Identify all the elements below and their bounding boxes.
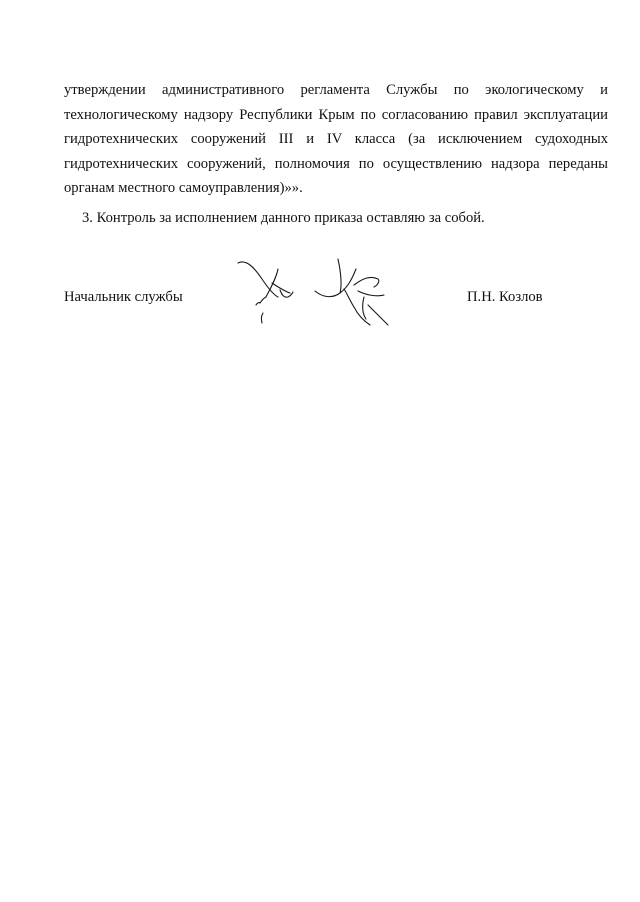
signatory-name: П.Н. Козлов bbox=[467, 289, 543, 305]
paragraph-line: гидротехнических сооружений III и IV класса (за исключением судоходных bbox=[64, 131, 608, 147]
paragraph-line: технологическому надзору Республики Крым по согласованию правил эксплуатации bbox=[64, 106, 608, 123]
paragraph-line: органам местного самоуправления)»». bbox=[64, 180, 303, 196]
paragraph-line: гидротехнических сооружений, полномочия по осуществлению надзора переданы bbox=[64, 155, 608, 172]
paragraph-line: утверждении административного регламента Службы по экологическому и bbox=[64, 82, 608, 98]
handwritten-signature bbox=[232, 245, 402, 330]
order-paragraph bbox=[64, 78, 608, 201]
signatory-title: Начальник службы bbox=[64, 289, 183, 305]
order-item-3: 3. Контроль за исполнением данного приказа оставляю за собой. bbox=[82, 210, 485, 226]
